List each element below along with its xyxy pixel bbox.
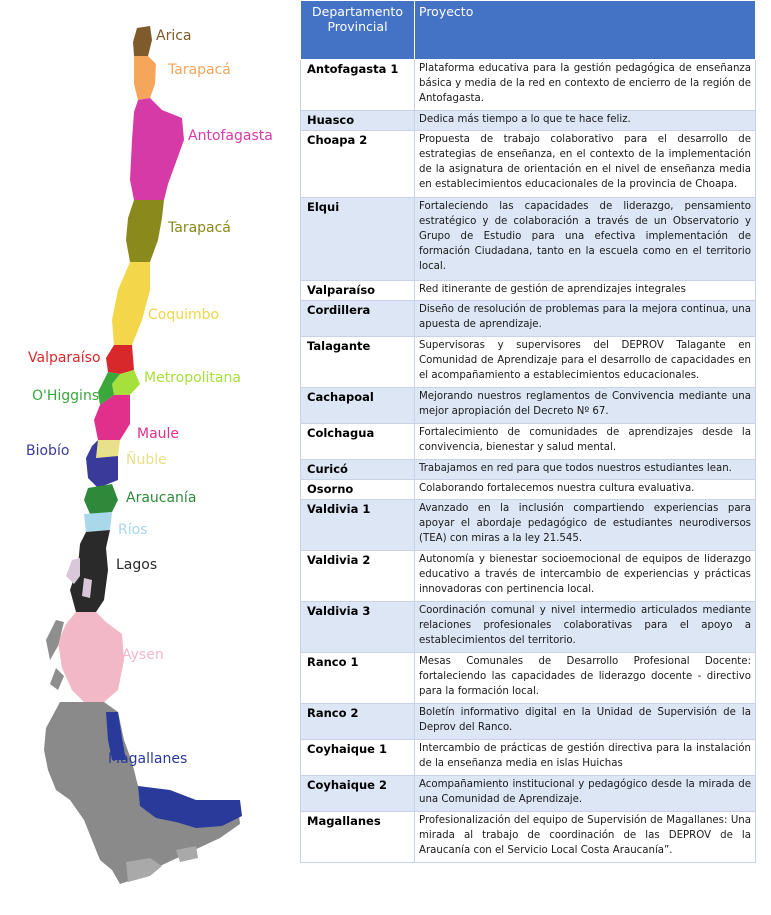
dept-cell: Valdivia 3: [301, 602, 415, 653]
dept-cell: Coyhaique 1: [301, 740, 415, 776]
chile-regions-map: [0, 0, 300, 915]
table-row: [301, 704, 756, 740]
project-cell: Supervisoras y supervisores del DEPROV Talagante en Comunidad de Aprendizaje para el desarrollo de capacidades en el acompañamiento a establecimientos educacionales.: [415, 337, 756, 388]
project-cell: Acompañamiento institucional y pedagógico desde la mirada de una Comunidad de Aprendizaje.: [415, 776, 756, 812]
project-cell: Boletín informativo digital en la Unidad de Supervisión de la Deprov del Ranco.: [415, 704, 756, 740]
table-row: [301, 812, 756, 863]
project-cell: Red itinerante de gestión de aprendizajes integrales: [415, 281, 756, 301]
dept-cell: Elqui: [301, 198, 415, 281]
table-row: [301, 131, 756, 198]
project-cell: Trabajamos en red para que todos nuestros estudiantes lean.: [415, 460, 756, 480]
project-cell: Profesionalización del equipo de Supervisión de Magallanes: Una mirada al trabajo de coordinación de las DEPROV de la Araucanía con el Servicio Local Costa Araucanía”.: [415, 812, 756, 863]
dept-cell: Valdivia 2: [301, 551, 415, 602]
dept-cell: Antofagasta 1: [301, 60, 415, 111]
table-row: [301, 460, 756, 480]
project-cell: Mejorando nuestros reglamentos de Convivencia mediante una mejor apropiación del Decreto Nº 67.: [415, 388, 756, 424]
project-cell: Plataforma educativa para la gestión pedagógica de enseñanza básica y media de la red en contexto de encierro de la región de Antofagasta.: [415, 60, 756, 111]
projects-table: [300, 0, 756, 863]
map-label-biobio: Biobío: [26, 443, 70, 459]
project-cell: Intercambio de prácticas de gestión directiva para la instalación de la enseñanza media en islas Huichas: [415, 740, 756, 776]
map-label-metropolitana: Metropolitana: [144, 370, 241, 386]
table-row: [301, 653, 756, 704]
region-maule: [94, 395, 130, 440]
project-cell: Diseño de resolución de problemas para la mejora continua, una apuesta de aprendizaje.: [415, 301, 756, 337]
table-row: [301, 388, 756, 424]
project-cell: Mesas Comunales de Desarrollo Profesional Docente: fortaleciendo las capacidades de liderazgo docente - directivo para la formación local.: [415, 653, 756, 704]
header-departamento: Departamento Provincial: [301, 1, 415, 60]
table-row: [301, 551, 756, 602]
region-nuble: [96, 440, 120, 458]
region-rios: [84, 512, 112, 532]
dept-cell: Colchagua: [301, 424, 415, 460]
map-label-tarapaca: Tarapacá: [168, 62, 231, 78]
dept-cell: Ranco 1: [301, 653, 415, 704]
dept-cell: Cordillera: [301, 301, 415, 337]
region-araucania: [84, 484, 118, 514]
table-row: [301, 198, 756, 281]
project-cell: Avanzado en la inclusión compartiendo experiencias para apoyar el abordaje pedagógico de estudiantes neurodiversos (TEA) con miras a la ley 21.545.: [415, 500, 756, 551]
map-label-ohiggins: O'Higgins: [32, 388, 100, 404]
map-label-araucania: Araucanía: [126, 490, 197, 506]
map-label-magallanes: Magallanes: [108, 751, 188, 767]
table-row: [301, 337, 756, 388]
dept-cell: Coyhaique 2: [301, 776, 415, 812]
project-cell: Fortaleciendo las capacidades de liderazgo, pensamiento estratégico y de colaboración a través de un Observatorio y Grupo de Estudio para una efectiva implementación de formación Ciudadana, tanto en la escuela como en el territorio local.: [415, 198, 756, 281]
table-row: [301, 602, 756, 653]
dept-cell: Huasco: [301, 111, 415, 131]
region-coquimbo: [112, 262, 150, 345]
region-arica: [133, 26, 152, 56]
header-proyecto: Proyecto: [415, 1, 756, 60]
table-row: [301, 301, 756, 337]
map-label-rios: Ríos: [118, 522, 148, 538]
dept-cell: Magallanes: [301, 812, 415, 863]
region-aysen: [58, 612, 124, 702]
dept-cell: Valparaíso: [301, 281, 415, 301]
region-antofagasta: [130, 98, 184, 200]
table-row: [301, 500, 756, 551]
table-row: [301, 740, 756, 776]
map-label-arica: Arica: [156, 28, 192, 44]
map-label-nuble: Ñuble: [126, 452, 167, 468]
project-cell: Colaborando fortalecemos nuestra cultura evaluativa.: [415, 480, 756, 500]
map-label-tarapaca-2: Tarapacá: [168, 220, 231, 236]
project-cell: Coordinación comunal y nivel intermedio articulados mediante relaciones profesionales colaborativas para el apoyo a establecimientos del territorio.: [415, 602, 756, 653]
dept-cell: Curicó: [301, 460, 415, 480]
map-label-coquimbo: Coquimbo: [148, 307, 220, 323]
map-label-antofagasta: Antofagasta: [188, 128, 273, 144]
project-cell: Propuesta de trabajo colaborativo para el desarrollo de estrategias de enseñanza, en el contexto de la implementación de la asignatura de orientación en el nivel de enseñanza media en establecimientos educacionales de la provincia de Choapa.: [415, 131, 756, 198]
region-valparaiso: [106, 345, 134, 374]
table-row: [301, 424, 756, 460]
table-row: [301, 281, 756, 301]
region-atacama: [126, 200, 164, 262]
map-label-maule: Maule: [137, 426, 180, 442]
dept-cell: Ranco 2: [301, 704, 415, 740]
region-tarapaca-north: [134, 56, 156, 100]
table-header-row: [301, 1, 756, 60]
project-cell: Autonomía y bienestar socioemocional de equipos de liderazgo educativo a través de intercambio de experiencias y prácticas innovadoras con pertinencia local.: [415, 551, 756, 602]
map-label-aysen: Aysen: [122, 647, 164, 663]
table-row: [301, 776, 756, 812]
dept-cell: Osorno: [301, 480, 415, 500]
dept-cell: Cachapoal: [301, 388, 415, 424]
dept-cell: Valdivia 1: [301, 500, 415, 551]
project-cell: Fortalecimiento de comunidades de aprendizajes desde la convivencia, bienestar y salud mental.: [415, 424, 756, 460]
map-label-lagos: Lagos: [116, 557, 158, 573]
table-row: [301, 60, 756, 111]
dept-cell: Choapa 2: [301, 131, 415, 198]
dept-cell: Talagante: [301, 337, 415, 388]
map-label-valparaiso: Valparaíso: [28, 350, 101, 366]
project-cell: Dedica más tiempo a lo que te hace feliz.: [415, 111, 756, 131]
table-row: [301, 480, 756, 500]
table-row: [301, 111, 756, 131]
